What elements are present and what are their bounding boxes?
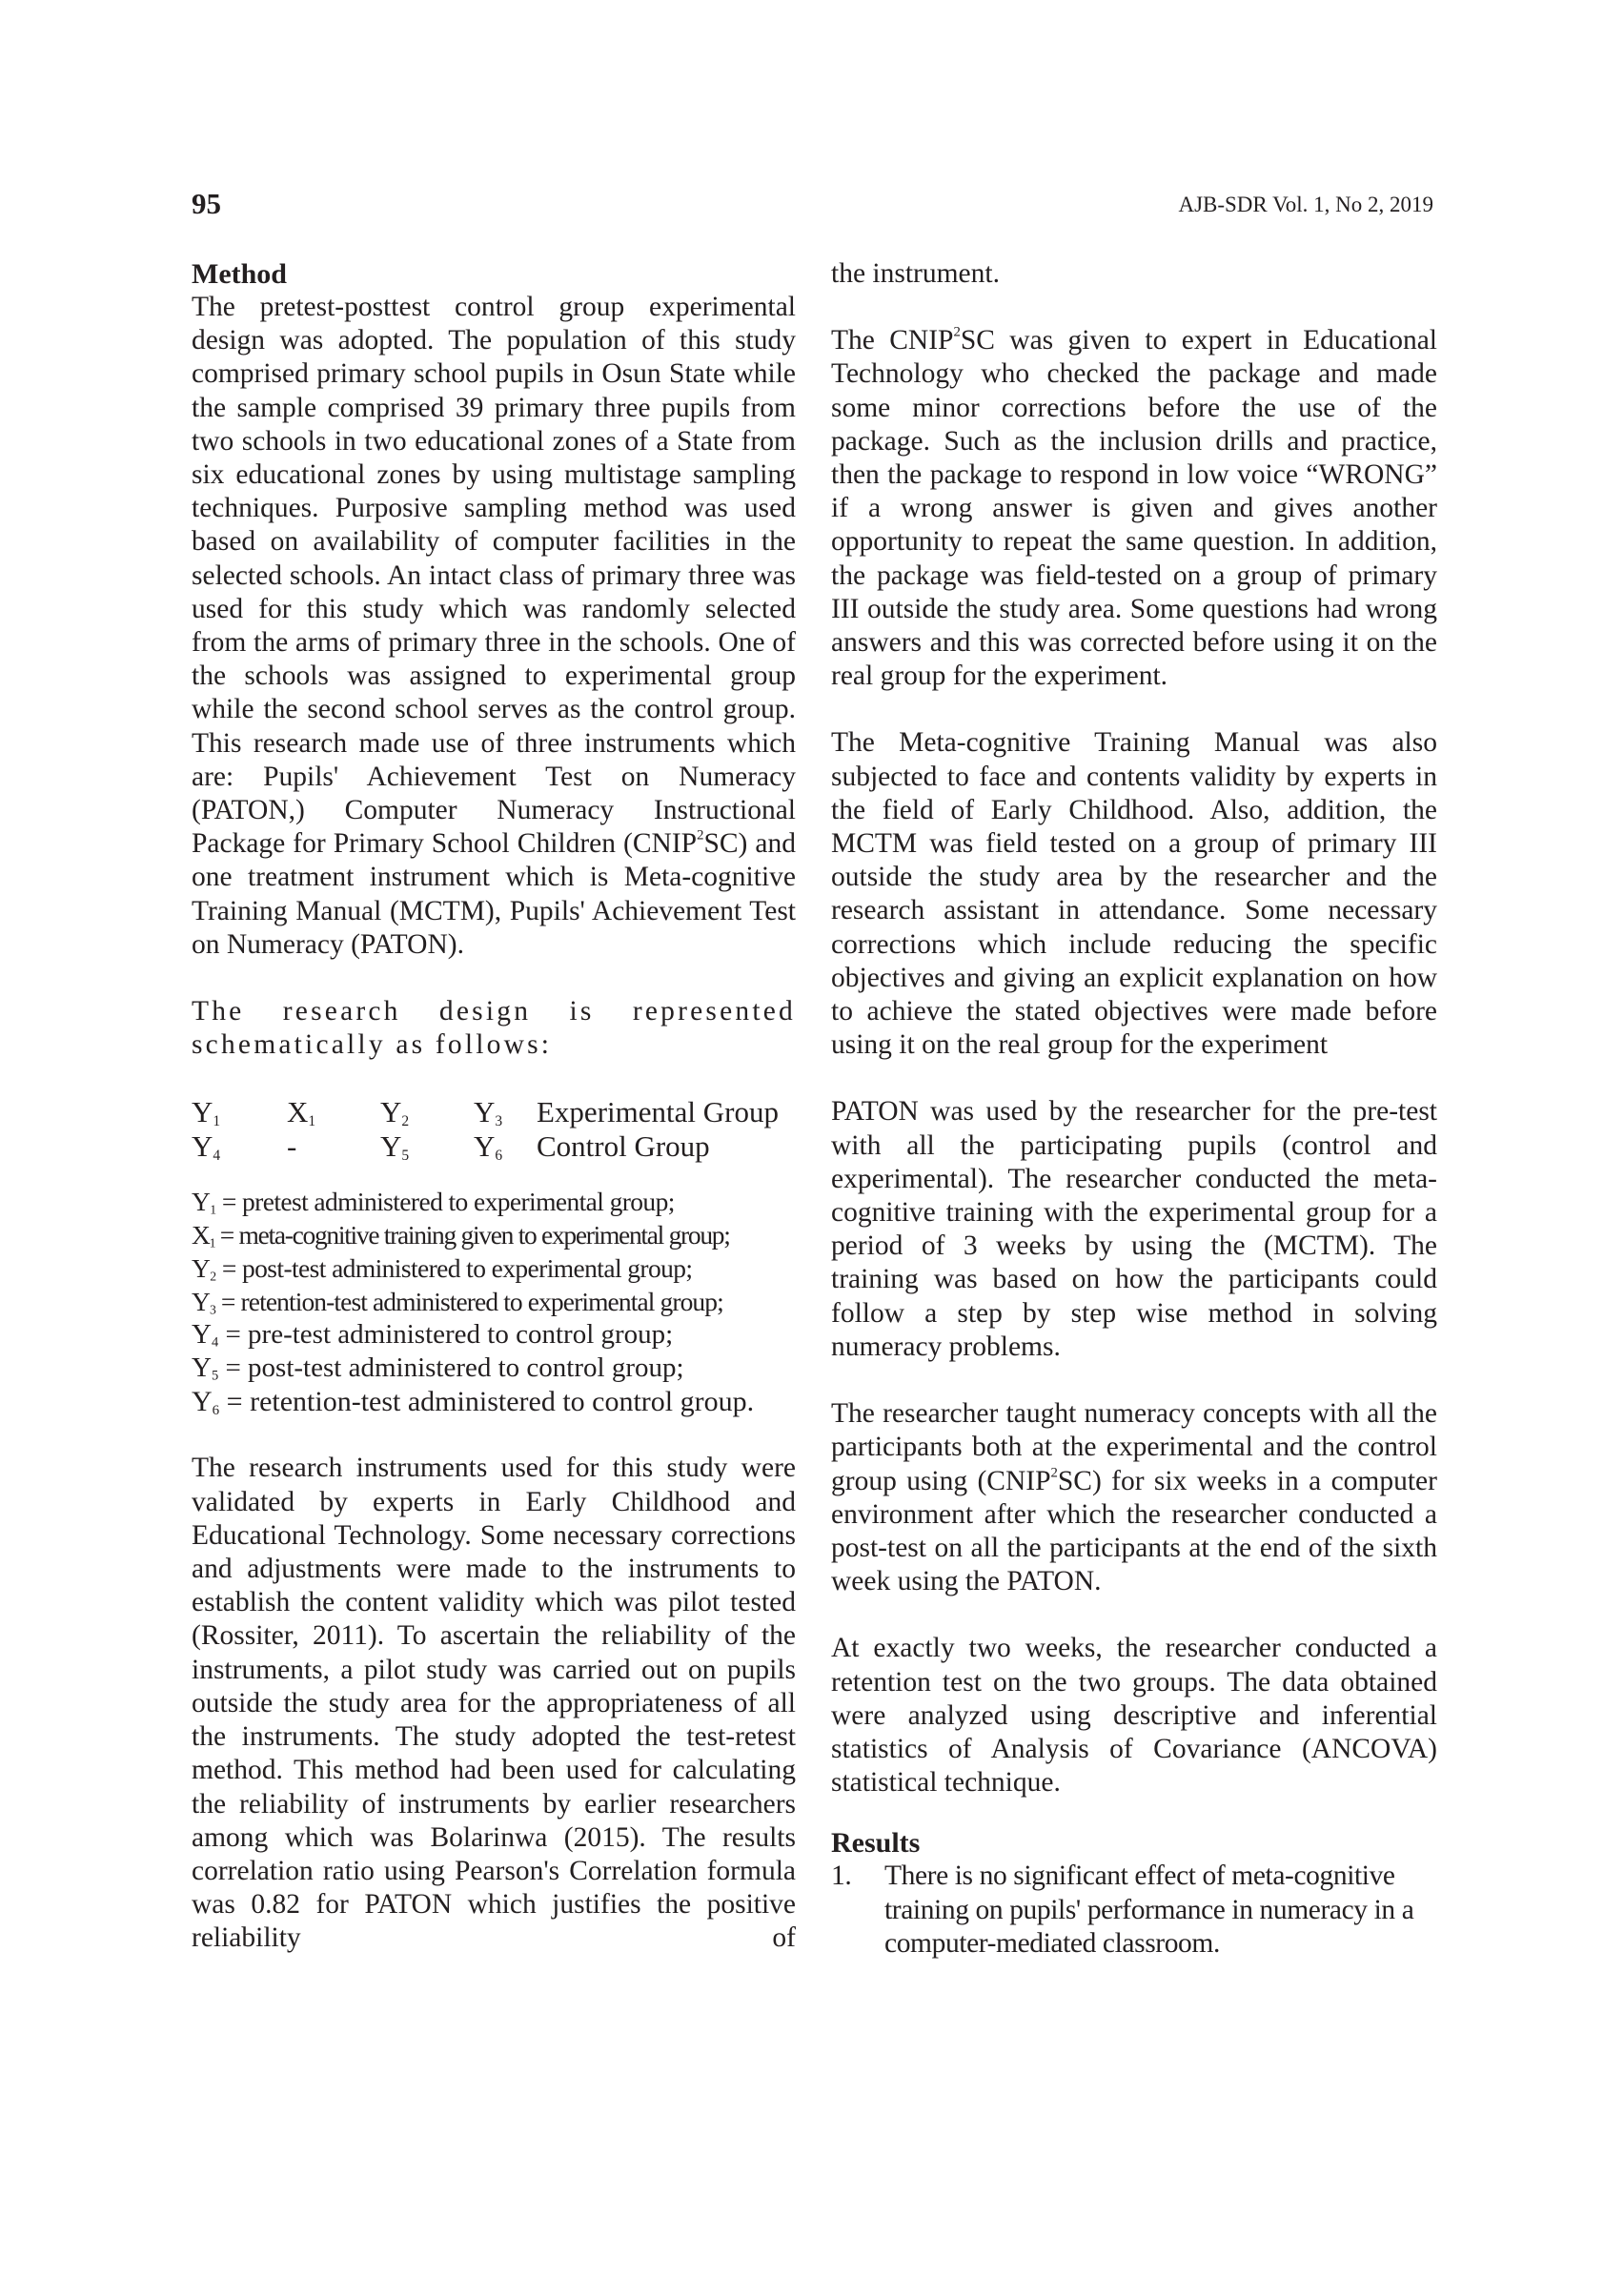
mctm-validation-paragraph: The Meta-cognitive Training Manual was also subjected to face and contents validity by experts in the field of Early Childhood. Also, addition, the MCTM was field tested on a group of primary III outside the study area by the researcher and the research assistant in attendance. Some necessary corrections which include reducing the specific objectives and giving an explicit explanation on how to achieve the stated objectives were made before using it on the real group for the experiment	[831, 727, 1437, 1061]
continuation-text: the instrument.	[831, 258, 1000, 289]
teaching-paragraph: The researcher taught numeracy concepts with all the participants both at the experimental and the control group using (CNIP$^2$SC) for six weeks in a computer environment after which the researcher conducted a post-test on all the participants at the end of the sixth week using the PATON.	[831, 1398, 1437, 1597]
group-label: Control Group	[537, 1129, 710, 1164]
method-paragraph-1: The pretest-posttest control group experimental design was adopted. The population of this study comprised primary school pupils in Osun State while the sample comprised 39 primary three pupils from two schools in two educational zones of a State from six educational zones by using multistage sampling techniques. Purposive sampling method was used based on availability of computer facilities in the selected schools. An intact class of primary three was used for this study which was randomly selected from the arms of primary three in the schools. One of the schools was assigned to experimental group while the second school serves as the control group. This research made use of three instruments which are: Pupils' Achievement Test on Numeracy (PATON,) Computer Numeracy Instructional Package for Primary School Children (CNIP$^2$SC) and one treatment instrument which is Meta-cognitive Training Manual (MCTM), Pupils' Achievement Test on Numeracy (PATON).	[192, 292, 796, 960]
legend-item: $Y_5$ = post-test administered to control group;	[192, 1352, 684, 1385]
legend-item: $Y_4$ = pre-test administered to control group;	[192, 1319, 674, 1352]
legend-item: $Y_1$ = pretest administered to experimental group;	[192, 1187, 675, 1217]
group-label: Experimental Group	[537, 1095, 779, 1129]
research-design-intro: The research design is represented schematically as follows:	[192, 996, 796, 1061]
right-column	[831, 257, 1437, 1961]
cnipsc-validation-paragraph: The CNIP$^2$SC was given to expert in Educational Technology who checked the package and made some minor corrections before the use of the package. Such as the inclusion drills and practice, then the package to respond in low voice “WRONG” if a wrong answer is given and gives another opportunity to repeat the same question. In addition, the package was field-tested on a group of primary III outside the study area. Some questions had wrong answers and this was corrected before using it on the real group for the experiment.	[831, 324, 1437, 692]
left-column	[192, 257, 796, 1956]
procedure-paragraph: PATON was used by the researcher for the pre-test with all the participating pupils (control and experimental). The researcher conducted the meta-cognitive training with the experimental group for a period of 3 weeks by using the (MCTM). The training was based on how the participants could follow a step by step wise method in solving numeracy problems.	[831, 1096, 1437, 1362]
design-legend	[192, 1185, 796, 1418]
validation-paragraph: The research instruments used for this study were validated by experts in Early Childhood and Educational Technology. Some necessary corrections and adjustments were made to the instruments to establish the content validity which was pilot tested (Rossiter, 2011). To ascertain the reliability of the instruments, a pilot study was carried out on pupils outside the study area for the appropriateness of all the instruments. The study adopted the test-retest method. This method had been used for calculating the reliability of instruments by earlier researchers among which was Bolarinwa (2015). The results correlation ratio using Pearson's Correlation formula was 0.82 for PATON which justifies the positive reliability of	[192, 1453, 796, 1954]
design-row-control: $Y_4$ - $Y_5$ $Y_6$ Control Group	[192, 1129, 779, 1164]
legend-item: $Y_2$ = post-test administered to experimental group;	[192, 1253, 693, 1284]
page-number: 95	[192, 187, 221, 220]
research-design-schema	[192, 1095, 779, 1164]
legend-item: $X_1$ = meta-cognitive training given to experimental group;	[192, 1220, 730, 1250]
legend-item: $Y_3$ = retention-test administered to experimental group;	[192, 1287, 723, 1317]
result-item: 1. There is no significant effect of meta-cognitive training on pupils' performance in numeracy in a computer-mediated classroom.	[831, 1860, 1414, 1959]
legend-item: $Y_6$ = retention-test administered to control group.	[192, 1386, 755, 1419]
design-row-experimental: $Y_1$ $X_1$ $Y_2$ $Y_3$ Experimental Group	[192, 1095, 779, 1130]
results-list	[831, 1860, 1437, 1961]
analysis-paragraph: At exactly two weeks, the researcher conducted a retention test on the two groups. The data obtained were analyzed using descriptive and inferential statistics of Analysis of Covariance (ANCOVA) statistical technique.	[831, 1633, 1437, 1799]
method-heading: Method	[192, 258, 287, 290]
running-head: AJB-SDR Vol. 1, No 2, 2019	[1178, 193, 1433, 216]
results-heading: Results	[831, 1827, 921, 1860]
